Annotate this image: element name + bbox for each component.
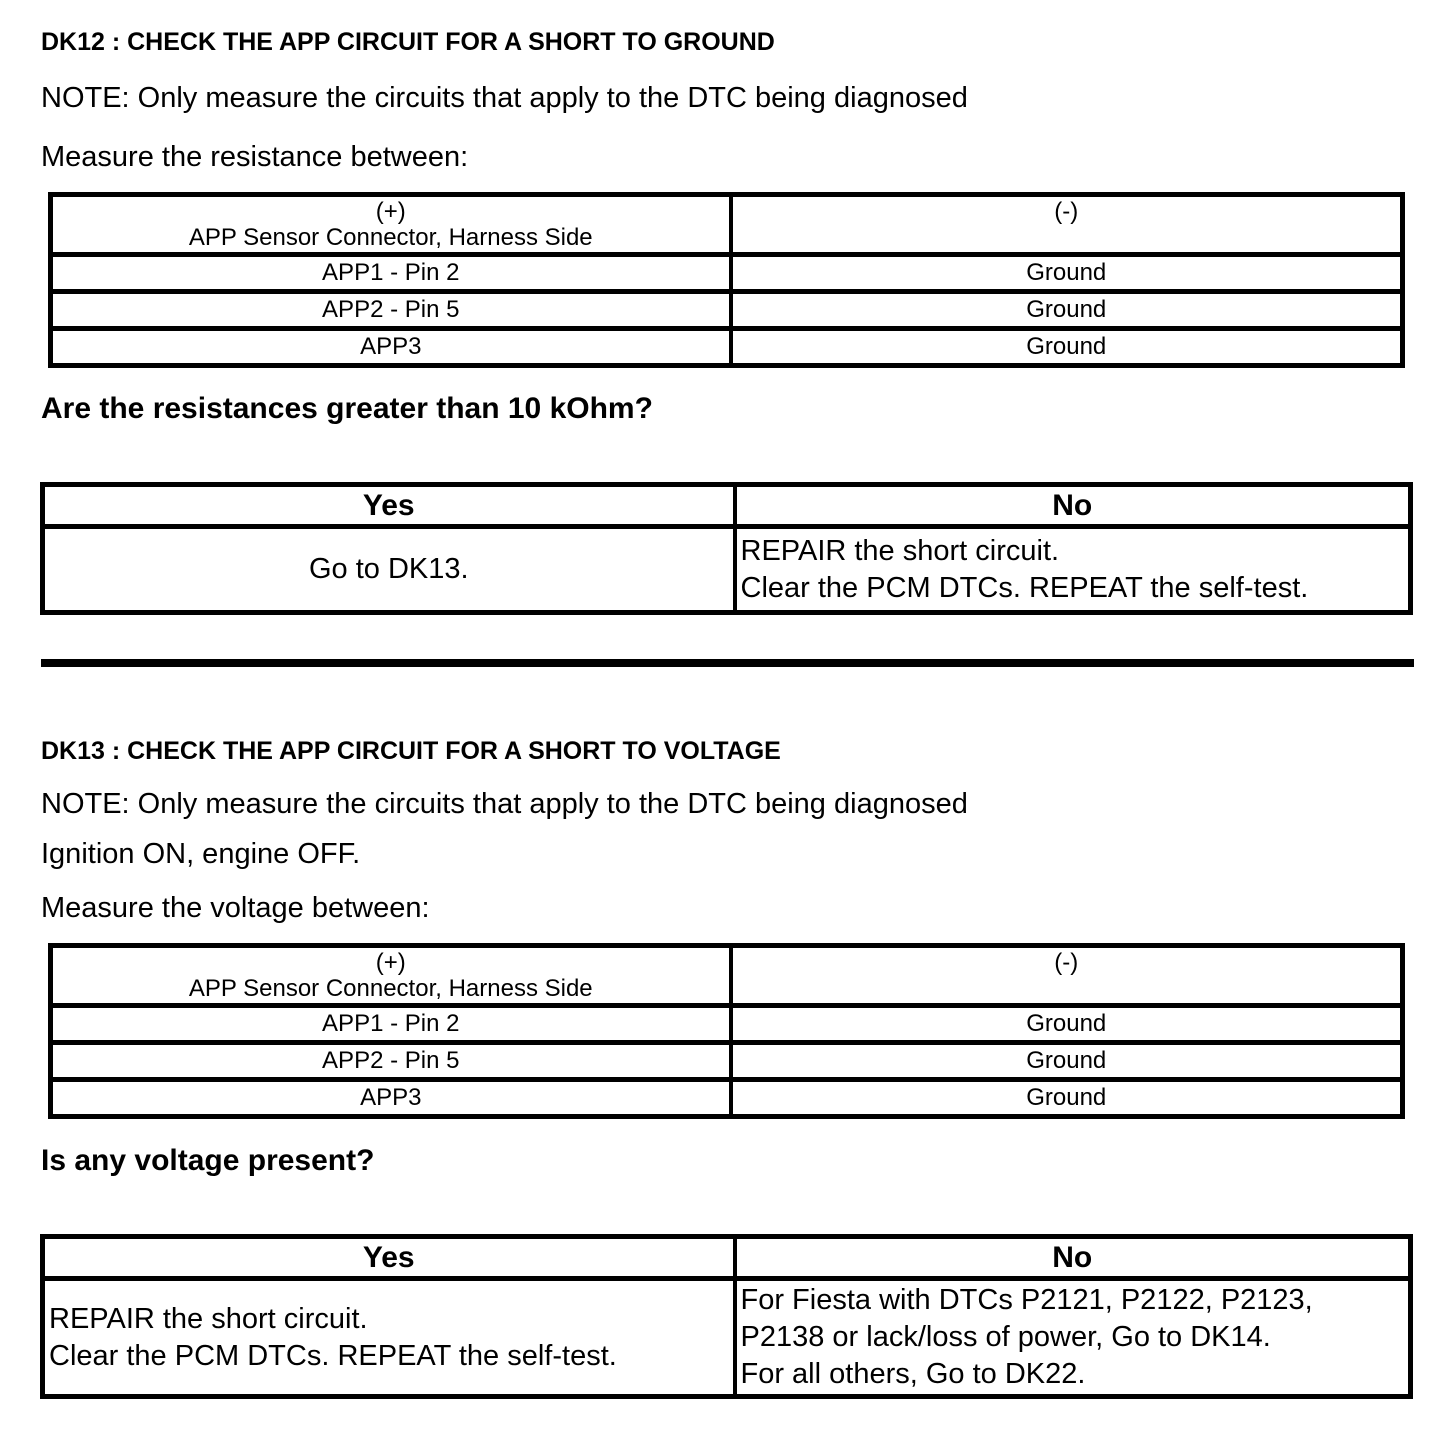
plus-cell: APP2 - Pin 5	[51, 292, 731, 329]
minus-header-cell: (-)	[731, 195, 1403, 255]
decision-table-header-row	[43, 485, 1411, 527]
decision-table	[40, 482, 1413, 615]
table-row	[51, 329, 1403, 366]
measurement-table	[48, 943, 1405, 1119]
measurement-table-header-row	[51, 195, 1403, 255]
instruction-text: Measure the resistance between:	[41, 141, 469, 173]
no-action-line: For all others, Go to DK22.	[740, 1358, 1086, 1390]
note-text: NOTE: Only measure the circuits that apply to the DTC being diagnosed	[41, 82, 968, 114]
minus-cell: Ground	[731, 329, 1403, 366]
no-action-cell	[735, 527, 1411, 613]
decision-table-body-row	[43, 1279, 1411, 1397]
note-text: NOTE: Only measure the circuits that apply to the DTC being diagnosed	[41, 788, 968, 820]
minus-cell: Ground	[731, 292, 1403, 329]
yes-action-line: Clear the PCM DTCs. REPEAT the self-test.	[49, 1339, 617, 1372]
minus-cell: Ground	[731, 1080, 1403, 1117]
condition-text: Ignition ON, engine OFF.	[41, 838, 361, 870]
procedure-section-dk12	[0, 0, 1456, 667]
decision-table-header-row	[43, 1237, 1411, 1279]
procedure-section-dk13	[0, 736, 1456, 1434]
yes-action-line: REPAIR the short circuit.	[49, 1302, 368, 1335]
question-text: Are the resistances greater than 10 kOhm?	[41, 392, 653, 425]
measurement-table	[48, 192, 1405, 368]
yes-header-cell: Yes	[43, 1237, 735, 1279]
plus-cell: APP3	[51, 1080, 731, 1117]
minus-cell: Ground	[731, 255, 1403, 292]
no-action-line: REPAIR the short circuit.	[740, 534, 1060, 567]
measurement-table-header-row	[51, 946, 1403, 1006]
instruction-text: Measure the voltage between:	[41, 892, 430, 924]
yes-header-cell: Yes	[43, 485, 735, 527]
plus-cell: APP1 - Pin 2	[51, 1006, 731, 1043]
minus-header-cell: (-)	[731, 946, 1403, 1006]
table-row	[51, 1080, 1403, 1117]
table-row	[51, 1043, 1403, 1080]
plus-symbol: (+)	[375, 948, 406, 976]
yes-action-line: Go to DK13.	[308, 553, 469, 585]
plus-header-label: APP Sensor Connector, Harness Side	[188, 974, 593, 1002]
table-row	[51, 1006, 1403, 1043]
no-action-line: P2138 or lack/loss of power, Go to DK14.	[740, 1321, 1271, 1353]
decision-table-body-row	[43, 527, 1411, 613]
no-header-cell: No	[735, 485, 1411, 527]
plus-header-cell	[51, 195, 731, 255]
plus-header-label: APP Sensor Connector, Harness Side	[188, 223, 593, 251]
yes-action-cell	[43, 527, 735, 613]
section-heading-dk12: DK12 : CHECK THE APP CIRCUIT FOR A SHORT TO GROUND	[41, 28, 775, 56]
table-row	[51, 292, 1403, 329]
yes-action-cell	[43, 1279, 735, 1397]
no-action-line: Clear the PCM DTCs. REPEAT the self-test.	[740, 571, 1309, 604]
no-header-cell: No	[735, 1237, 1411, 1279]
no-action-line: For Fiesta with DTCs P2121, P2122, P2123,	[740, 1284, 1313, 1316]
plus-cell: APP2 - Pin 5	[51, 1043, 731, 1080]
section-heading-dk13: DK13 : CHECK THE APP CIRCUIT FOR A SHORT TO VOLTAGE	[41, 737, 781, 765]
plus-cell: APP3	[51, 329, 731, 366]
table-row	[51, 255, 1403, 292]
decision-table	[40, 1234, 1413, 1399]
minus-cell: Ground	[731, 1006, 1403, 1043]
section-divider	[41, 659, 1414, 667]
minus-cell: Ground	[731, 1043, 1403, 1080]
plus-header-cell	[51, 946, 731, 1006]
plus-cell: APP1 - Pin 2	[51, 255, 731, 292]
question-text: Is any voltage present?	[41, 1144, 375, 1177]
plus-symbol: (+)	[375, 197, 406, 225]
no-action-cell	[735, 1279, 1411, 1397]
